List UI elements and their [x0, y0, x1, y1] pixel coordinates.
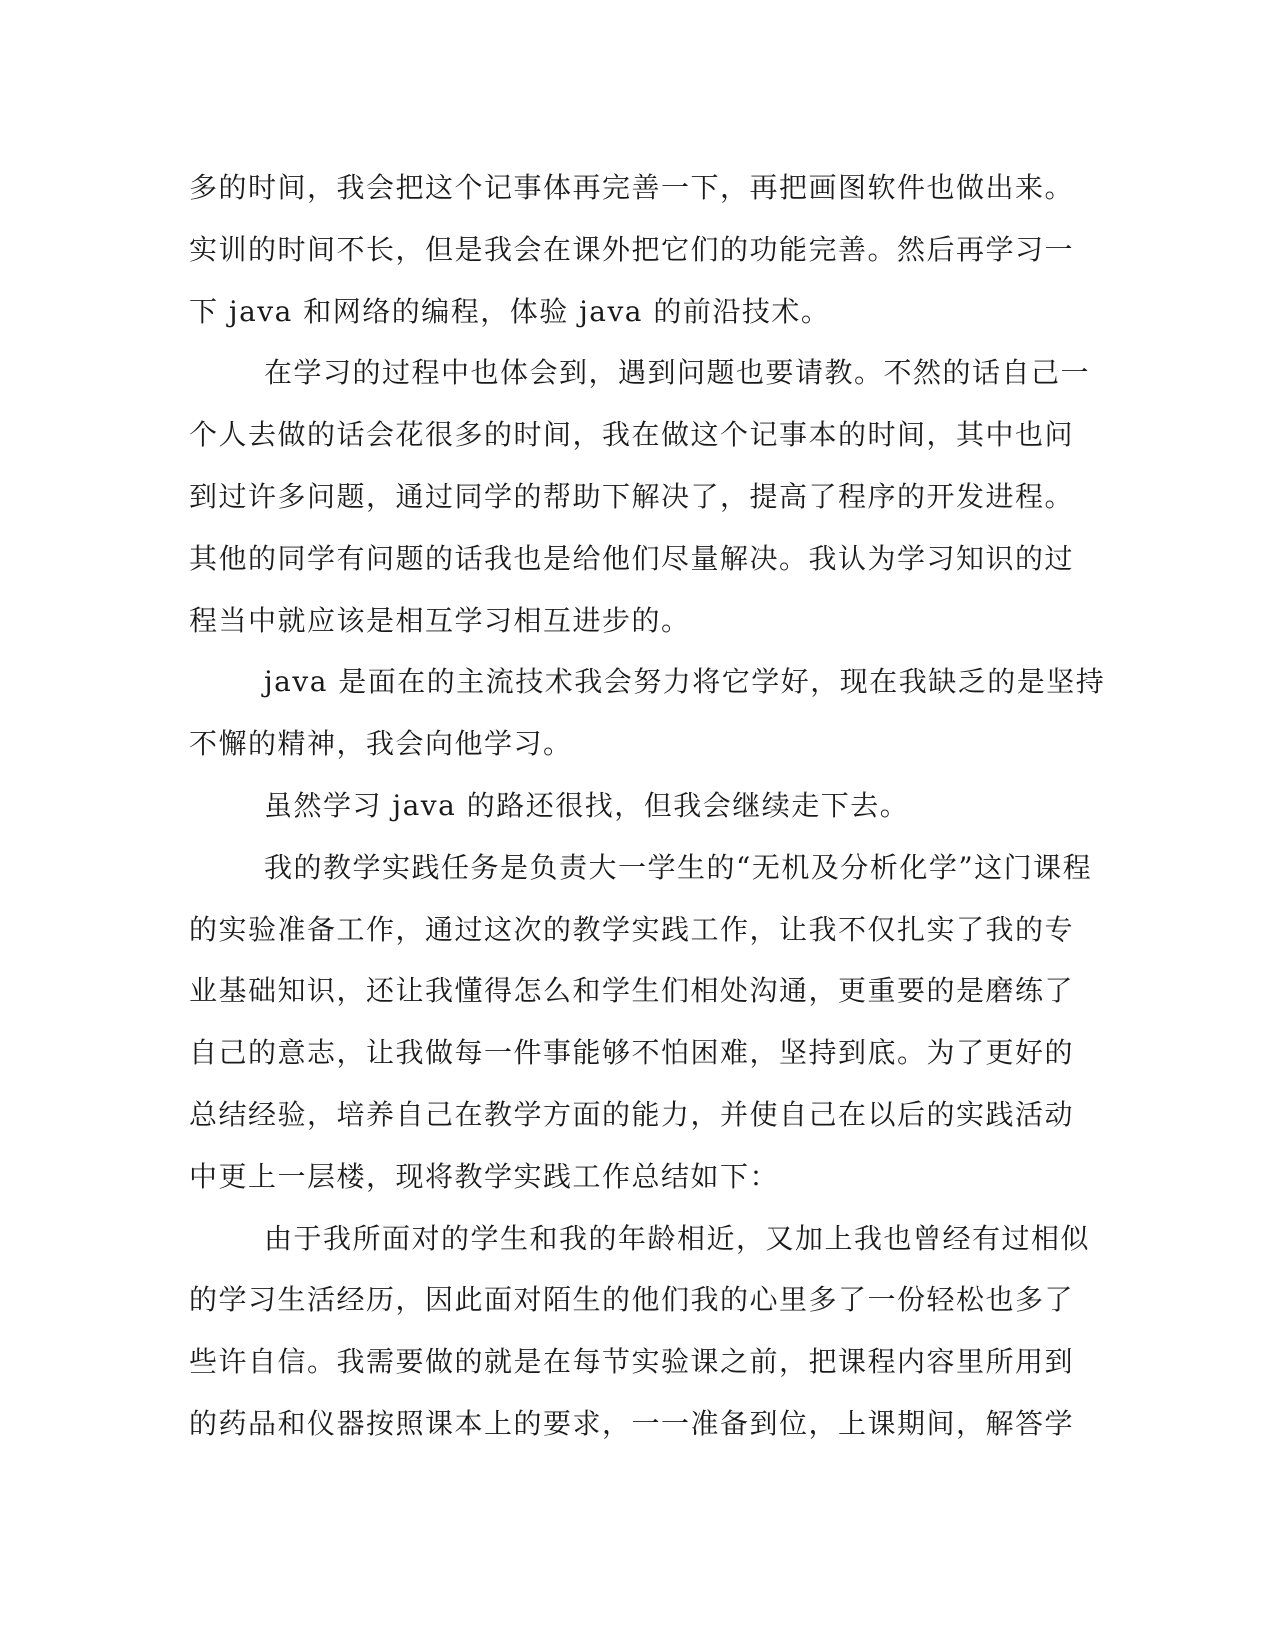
paragraph-first-line: 由于我所面对的学生和我的年龄相近，又加上我也曾经有过相似 [264, 1221, 1091, 1255]
text-line: 不懈的精神，我会向他学习。 [189, 727, 573, 761]
text-line: 些许自信。我需要做的就是在每节实验课之前，把课程内容里所用到 [189, 1345, 1075, 1379]
text-line: 下 java 和网络的编程，体验 java 的前沿技术。 [189, 294, 831, 328]
body-text [189, 157, 1106, 1455]
text-line: 总结经验，培养自己在教学方面的能力，并使自己在以后的实践活动 [189, 1097, 1075, 1131]
text-line: 个人去做的话会花很多的时间，我在做这个记事本的时间，其中也问 [189, 418, 1075, 452]
text-line: 到过许多问题，通过同学的帮助下解决了，提高了程序的开发进程。 [189, 479, 1075, 513]
text-line: 程当中就应该是相互学习相互进步的。 [189, 603, 691, 637]
text-line: 业基础知识，还让我懂得怎么和学生们相处沟通，更重要的是磨练了 [189, 974, 1075, 1008]
text-line: 自己的意志，让我做每一件事能够不怕困难，坚持到底。为了更好的 [189, 1036, 1075, 1070]
paragraph-first-line: 我的教学实践任务是负责大一学生的“无机及分析化学”这门课程 [264, 850, 1093, 884]
text-line: 多的时间，我会把这个记事体再完善一下，再把画图软件也做出来。 [189, 171, 1075, 204]
text-line: 其他的同学有问题的话我也是给他们尽量解决。我认为学习知识的过 [189, 541, 1075, 575]
text-line: 的实验准备工作，通过这次的教学实践工作，让我不仅扎实了我的专 [189, 912, 1075, 946]
paragraph-first-line: 在学习的过程中也体会到，遇到问题也要请教。不然的话自己一 [264, 356, 1091, 390]
paragraph-first-line: java 是面在的主流技术我会努力将它学好，现在我缺乏的是坚持 [264, 665, 1106, 699]
text-line: 的学习生活经历，因此面对陌生的他们我的心里多了一份轻松也多了 [189, 1283, 1075, 1317]
text-line: 实训的时间不长，但是我会在课外把它们的功能完善。然后再学习一 [189, 232, 1075, 266]
text-line: 的药品和仪器按照课本上的要求，一一准备到位，上课期间，解答学 [189, 1406, 1075, 1440]
text-line: 中更上一层楼，现将教学实践工作总结如下： [189, 1159, 780, 1193]
paragraph-first-line: 虽然学习 java 的路还很找，但我会继续走下去。 [264, 788, 910, 822]
